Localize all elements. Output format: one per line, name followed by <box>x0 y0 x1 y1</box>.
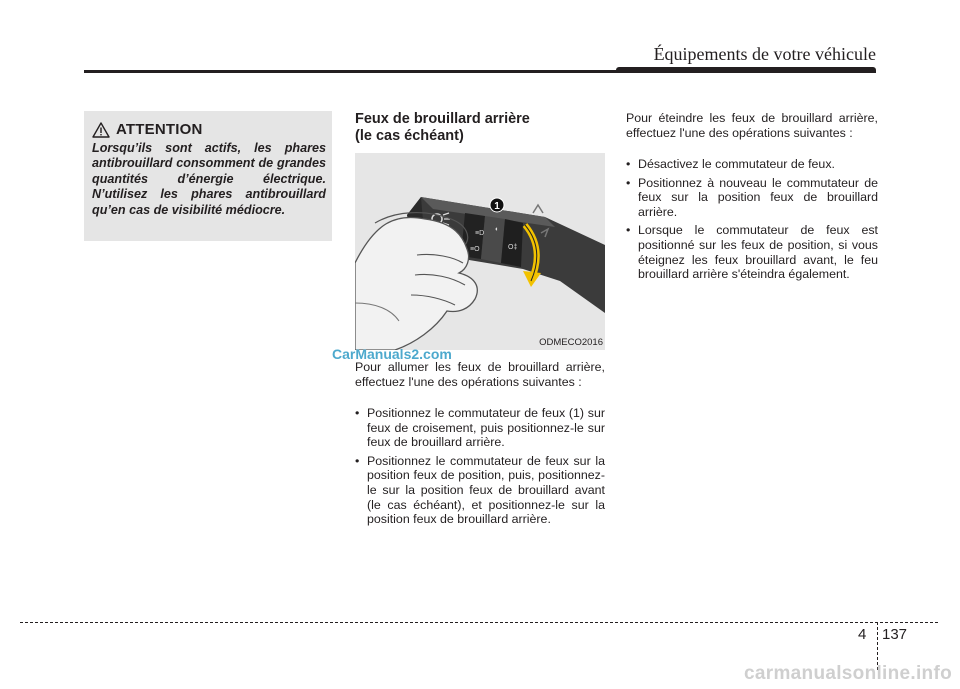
right-intro: Pour éteindre les feux de brouillard arrière, effectuez l'une des opérations suivantes : <box>626 111 878 140</box>
footer-rule <box>20 622 938 623</box>
right-bullet-list <box>626 157 878 286</box>
svg-text:≡O: ≡O <box>470 246 480 253</box>
section-title-line1: Feux de brouillard arrière <box>355 111 530 127</box>
list-item <box>626 157 878 172</box>
page-number: 137 <box>882 626 908 643</box>
svg-text:◐: ◐ <box>495 226 500 233</box>
svg-text:O‡: O‡ <box>508 244 518 251</box>
bullet-dot: • <box>626 223 631 238</box>
list-item-text: Positionnez à nouveau le commutateur de feux sur la position feux de brouillard arrière. <box>638 175 878 219</box>
middle-bullet-list <box>355 406 605 531</box>
bullet-dot: • <box>626 175 631 190</box>
section-title <box>355 111 605 144</box>
section-title-line2: (le cas échéant) <box>355 127 464 144</box>
hand-on-stalk-drawing <box>355 153 605 350</box>
caution-title: ATTENTION <box>116 121 203 138</box>
caution-heading <box>92 121 203 138</box>
middle-intro: Pour allumer les feux de brouillard arrière, effectuez l'une des opérations suivantes : <box>355 360 605 389</box>
figure-code: ODMECO2016 <box>539 337 603 348</box>
watermark-logo: CarManuals2.com <box>332 346 452 362</box>
list-item-text: Positionnez le commutateur de feux (1) sur feux de croisement, puis positionnez-le sur feux de brouillard arrière. <box>367 406 605 450</box>
warning-triangle-icon <box>92 122 110 138</box>
list-item-text: Lorsque le commutateur de feux est positionné sur les feux de position, si vous éteignez les feux brouillard avant, le feu brouillard arrière s'éteindra également. <box>638 223 878 282</box>
site-watermark: carmanualsonline.info <box>744 663 952 684</box>
callout-number: 1 <box>494 201 500 212</box>
caution-text: Lorsqu’ils sont actifs, les phares antibrouillard consomment de grandes quantités d’énergie électrique. N’utilisez les phares antibrouillard qu’en cas de visibilité médiocre. <box>92 141 326 217</box>
list-item <box>626 176 878 220</box>
chapter-number: 4 <box>858 626 867 643</box>
bullet-dot: • <box>355 406 360 420</box>
list-item-text: Positionnez le commutateur de feux sur la position feux de position, puis, positionnez-le sur la position feux de brouillard avant (le cas échéant), et positionnez-le sur la position feux de brouillard arrière. <box>367 453 605 527</box>
bullet-dot: • <box>626 157 631 171</box>
list-item <box>355 406 605 450</box>
light-switch-illustration <box>355 153 605 350</box>
list-item <box>626 223 878 281</box>
caution-box <box>84 111 332 241</box>
bullet-dot: • <box>355 453 360 468</box>
page-header-title: Équipements de votre véhicule <box>653 44 876 64</box>
list-item-text: Désactivez le commutateur de feux. <box>638 157 835 171</box>
svg-text:≡D: ≡D <box>475 230 485 237</box>
list-item <box>355 454 605 527</box>
header-rule <box>84 70 876 73</box>
